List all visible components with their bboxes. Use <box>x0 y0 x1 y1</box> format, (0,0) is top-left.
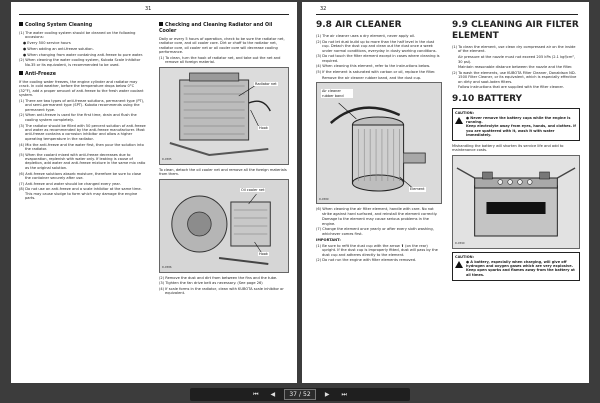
paragraph: (4) If scale forms in the radiator, clean with KUBOTA scale inhibitor or equivalent. <box>159 286 284 296</box>
battery-illustration <box>453 156 579 248</box>
section-heading: Checking and Cleaning Radiator and Oil Cooler <box>159 23 273 34</box>
paragraph: (5) When the coolant mixed with anti-freeze decreases due to evaporation, replenish with water only. If leaking is cause of depletion, add water and anti-freeze mixture in the same mix ratio as the original solution. <box>19 152 146 170</box>
paragraph: Mishandling the battery will shorten its service life and add to maintenance costs. <box>452 144 564 153</box>
first-page-button[interactable] <box>250 389 261 400</box>
paragraph: (2) Remove the dust and dirt from between the fins and the tube. <box>159 275 278 280</box>
page-number: 31 <box>145 6 152 12</box>
paragraph: (3) The radiator should be filled with 50 percent solution of anti-freeze and water as recommended by the anti-freeze manufacturer. Most anti-freeze contains a corrosion inhibitor and allow a higher operating temperature in the radiator. <box>19 123 146 141</box>
header-rule <box>19 14 289 15</box>
figure-code: D-0585 <box>162 158 172 162</box>
paragraph: (2) Do not run the engine with filter elements removed. <box>316 258 417 263</box>
section-heading: 9.9 CLEANING AIR FILTER ELEMENT <box>452 20 579 41</box>
next-page-button[interactable] <box>322 389 333 400</box>
left-column <box>19 20 147 202</box>
paragraph: (2) When cleaning the water cooling system, Kubota Scale Inhibitor No.35 or its equivalent, is recommended to be used. <box>19 58 141 67</box>
total-pages: 52 <box>303 391 311 398</box>
right-page <box>302 2 589 383</box>
page-indicator[interactable] <box>284 389 315 400</box>
oil-cooler-figure <box>159 179 289 273</box>
section-heading: Cooling System Cleaning <box>19 22 147 29</box>
paragraph: ● When adding an anti-freeze solution. <box>23 46 94 51</box>
paragraph: (1) To clean the element, use clean dry compressed air on the inside of the element. <box>452 45 576 54</box>
paragraph: Remove the air cleaner rubber band, and the dust cup. <box>322 75 422 80</box>
paragraph: (5) If the element is saturated with carbon or oil, replace the filter. <box>316 70 436 75</box>
prev-page-icon: ◀ <box>270 391 276 398</box>
paragraph: Maintain reasonable distance between the nozzle and the filter. <box>458 65 573 70</box>
paragraph: (6) When cleaning the air filter element, handle with care. No not strike against hard surfaced, and reinstall the element correctly. <box>316 207 438 216</box>
caution-row <box>455 260 577 277</box>
figure-label: Hook <box>259 125 268 130</box>
paragraph: To clean, detach the oil cooler net and remove all the foreign materials from them. <box>159 167 287 177</box>
paragraph: (3) Tighten the fan drive belt as necessary. (See page 26) <box>159 281 263 286</box>
paragraph: (1) The air cleaner uses a dry element, never apply oil. <box>316 34 416 38</box>
figure-label: Oil cooler net <box>241 187 265 192</box>
paragraph: (8) Do not use an anti-freeze and a scale inhibitor at the same time. This may cause sludge to form which may damage the engine parts. <box>19 187 142 201</box>
paragraph: Air pressure at the nozzle must not exceed 205 kPa (2.1 kgf/cm², 30 psi). <box>458 55 575 64</box>
bullet-square-icon <box>19 71 23 75</box>
figure-label: Air cleaner rubber band <box>321 89 353 98</box>
paragraph: (3) Do not touch the filter element except in cases where cleaning is required. <box>316 54 440 63</box>
radiator-net-figure <box>159 67 289 165</box>
paragraph: (1) The water cooling system should be cleaned on the following occasions: <box>19 31 136 40</box>
important-heading: IMPORTANT: <box>316 238 341 243</box>
page-separator: / <box>298 391 302 398</box>
paragraph: (7) Anti-freeze and water should be changed every year. <box>19 181 121 186</box>
right-column <box>452 20 580 284</box>
caution-box <box>452 252 580 281</box>
paragraph: (1) Be sure to refit the dust cup with the arrow ⬆ (on the rear) upright. If the dust cup is improperly fitted, dust will pass by the dust cup and adheres directly to the element. <box>316 243 438 257</box>
oil-cooler-illustration <box>160 180 288 272</box>
figure-code: D-0590 <box>455 242 465 246</box>
caution-title: CAUTION: <box>455 254 475 259</box>
warning-triangle-icon <box>455 117 463 124</box>
section-heading: 9.10 BATTERY <box>452 93 523 104</box>
bullet-square-icon <box>159 22 163 26</box>
paragraph: (2) When anti-freeze is used for the first time, drain and flush the cooling system completely. <box>19 113 137 122</box>
section-heading: 9.8 AIR CLEANER <box>316 20 402 30</box>
prev-page-button[interactable] <box>267 389 278 400</box>
caution-text: ● Never remove the battery caps while the engine is running. Keep electrolyte away from eyes, hands, and clothes. If you are spattered with it, wash it with water immediately. <box>466 116 576 137</box>
figure-code: D-0589 <box>319 197 329 201</box>
first-page-icon: ⏮ <box>253 390 259 398</box>
caution-title: CAUTION: <box>455 110 475 115</box>
air-cleaner-illustration <box>317 83 441 203</box>
paragraph: Daily or every 5 hours of operation, check to be sure the radiator net, radiator core, and oil cooler core. Dirt or chaff to the radiator net, radiator core, oil cooler net or oil cooler core will decrease cooling performance. <box>159 37 285 55</box>
paragraph: (2) Do not let dust build up to more than the half level in the dust cup. Detach the dust cup and clean out the dust once a week under normal conditions, everyday in dusty working conditions. <box>316 39 437 53</box>
warning-triangle-icon <box>455 261 463 268</box>
paragraph: (4) Mix the anti-freeze and the water first, then pour the solution into the radiator. <box>19 142 144 151</box>
paragraph: (4) When cleaning this element, refer to the instructions below. <box>316 64 430 69</box>
paragraph: ● Every 500 service hours <box>23 41 71 46</box>
battery-figure <box>452 155 580 249</box>
paragraph: (7) Change the element once yearly or after every sixth washing, whichever comes first. <box>316 227 434 236</box>
figure-label: Hook <box>259 251 268 256</box>
left-page <box>11 2 297 383</box>
paragraph: If the cooling water freezes, the engine cylinder and radiator may crack. In cold weather, before the temperature drops below 0°C (32°F), add a proper amount of anti-freeze to the fresh water coolant system. <box>19 80 144 98</box>
paragraph: (2) To wash the elements, use KUBOTA Filter Cleaner, Donaldson ND-1500 Filter Cleaner, or its equivalent, which is especially effective on dirty and soot-laden filters. <box>452 70 577 84</box>
paragraph: Damage to the element may cause serious problems in the engine. <box>322 217 429 226</box>
figure-label: Element <box>410 187 425 192</box>
caution-box <box>452 108 580 141</box>
section-heading: Anti-Freeze <box>19 71 147 78</box>
caution-row <box>455 116 577 137</box>
figure-code: D-0586 <box>162 266 172 270</box>
last-page-icon: ⏭ <box>341 390 347 398</box>
last-page-button[interactable] <box>339 389 350 400</box>
paragraph: (1) To clean, turn the hook of radiator net, and take out the net and remove all foreign material. <box>159 55 281 65</box>
left-column <box>316 20 442 264</box>
paragraph: (6) Anti-freeze solutions absorb moisture, therefore be sure to close the container securely after use. <box>19 171 142 180</box>
viewer-toolbar <box>190 388 410 401</box>
air-cleaner-figure <box>316 82 442 204</box>
right-column <box>159 20 289 297</box>
header-rule <box>316 14 578 15</box>
page-number: 32 <box>320 6 327 12</box>
next-page-icon: ▶ <box>324 391 330 398</box>
bullet-square-icon <box>19 22 23 26</box>
caution-text: ● A battery, especially when charging, will give off hydrogen and oxygen gases which are very explosive. Keep open sparks and flames away from the battery at all times. <box>466 260 575 277</box>
current-page[interactable]: 37 <box>289 391 297 398</box>
figure-label: Radiator net <box>255 81 277 86</box>
paragraph: (1) There are two types of anti-freeze solutions, permanent type (PT), and semi-permanent type (SPT). Kubota recommends using the permanent type. <box>19 98 145 112</box>
paragraph: Follow instructions that are supplied with the filter cleaner. <box>458 85 564 90</box>
paragraph: ● When changing from water containing anti-freeze to pure water. <box>23 52 144 57</box>
